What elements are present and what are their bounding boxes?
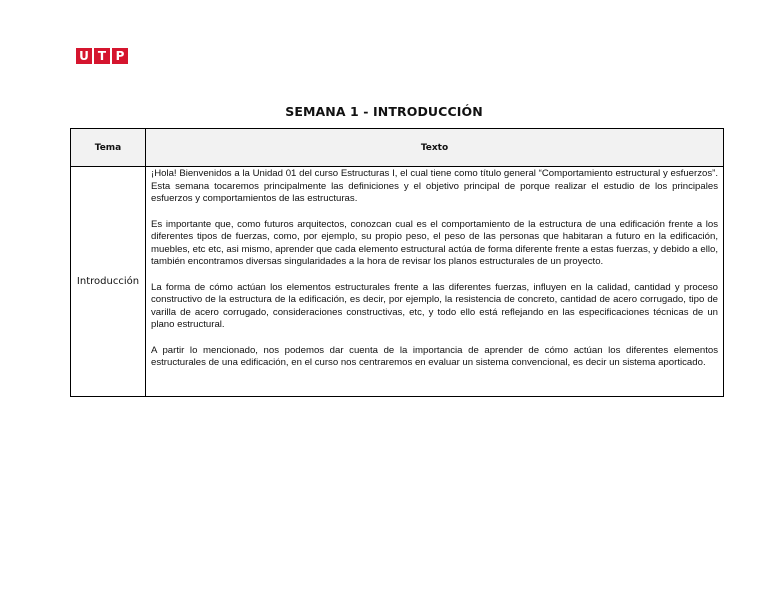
logo-letter-p: P xyxy=(112,48,128,64)
paragraph-4: A partir lo mencionado, nos podemos dar cuenta de la importancia de aprender de cómo actúan los diferentes elementos estructurales de una edificación, en el curso nos centraremos en evaluar un sistema convencional, es decir un sistema aporticado. xyxy=(151,344,718,368)
texto-cell xyxy=(146,167,724,397)
paragraph-2: Es importante que, como futuros arquitectos, conozcan cual es el comportamiento de la estructura de una edificación frente a los diferentes tipos de fuerzas, como, por ejemplo, su propio peso, el peso de las personas que habitaran a futuro en la edificación, muebles, etc etc, asi mismo, aprender que cada elemento estructural actúa de forma diferente frente a estas fuerzas, y debido a ello, también encontramos diversas singularidades a la hora de revisar los planos estructurales de un proyecto. xyxy=(151,218,718,267)
content-table xyxy=(70,128,724,397)
table-header-row xyxy=(71,129,724,167)
page-title: SEMANA 1 - INTRODUCCIÓN xyxy=(285,104,483,119)
paragraph-3: La forma de cómo actúan los elementos estructurales frente a las diferentes fuerzas, influyen en la calidad, cantidad y proceso constructivo de la estructura de la edificación, es decir, por ejemplo, la resistencia de concreto, cantidad de acero corrugado, tipo de varilla de acero corrugado, consideraciones constructivas, etc, y todo ello está reflejando en las especificaciones técnicas de un plano estructural. xyxy=(151,281,718,330)
header-tema: Tema xyxy=(71,129,146,167)
tema-cell: Introducción xyxy=(71,167,146,397)
table-row xyxy=(71,167,724,397)
utp-logo xyxy=(76,48,128,64)
logo-letter-u: U xyxy=(76,48,92,64)
logo-letter-t: T xyxy=(94,48,110,64)
paragraph-1: ¡Hola! Bienvenidos a la Unidad 01 del curso Estructuras I, el cual tiene como título general “Comportamiento estructural y esfuerzos”. Esta semana tocaremos principalmente las definiciones y el objetivo principal de porque realizar el estudio de los principales esfuerzos y comportamientos de las estructuras. xyxy=(151,168,718,204)
header-texto: Texto xyxy=(146,129,724,167)
